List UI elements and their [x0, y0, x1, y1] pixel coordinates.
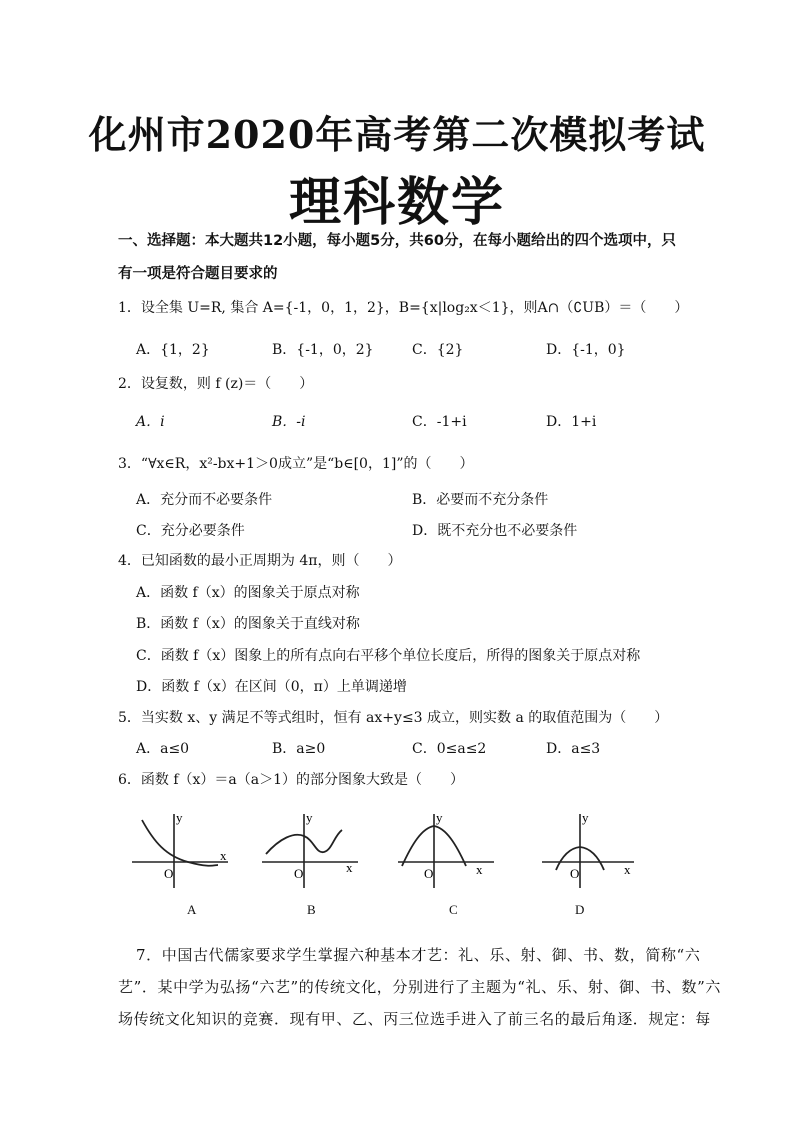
graph-a-y-label: y	[176, 812, 183, 825]
question-2-stem: 2．设复数，则 f (z)＝（ ）	[118, 376, 314, 392]
graph-c-y-label: y	[436, 812, 443, 825]
question-7-line2: 艺”．某中学为弘扬“六艺”的传统文化，分别进行了主题为“礼、乐、射、御、书、数”六	[118, 978, 721, 996]
graph-a-label: A	[187, 902, 197, 917]
q3-option-a: A．充分而不必要条件	[136, 492, 273, 508]
q4-option-d: D．函数 f（x）在区间（0，π）上单调递增	[136, 679, 407, 695]
q2-option-d: D．1+i	[546, 414, 597, 430]
question-4-stem: 4．已知函数的最小正周期为 4π，则（ ）	[118, 553, 402, 569]
q5-option-b: B．a≥0	[272, 741, 326, 757]
exam-title: 化州市2020年高考第二次模拟考试	[88, 112, 706, 157]
q3-option-c: C．充分必要条件	[136, 523, 245, 539]
q2-option-a: A．i	[136, 414, 165, 430]
graph-b	[258, 812, 368, 892]
subject-title: 理科数学	[288, 173, 505, 233]
q4-option-b: B．函数 f（x）的图象关于直线对称	[136, 616, 360, 632]
section-heading-line2: 有一项是符合题目要求的	[118, 266, 278, 282]
question-1-stem: 1．设全集 U=R, 集合 A={-1，0，1，2}，B={x|log₂x＜1}，则A∩（∁UB）＝（ ）	[118, 300, 689, 316]
q3-option-d: D．既不充分也不必要条件	[412, 523, 578, 539]
q5-option-c: C．0≤a≤2	[412, 741, 487, 757]
question-6-stem: 6．函数 f（x）＝a（a＞1）的部分图象大致是（ ）	[118, 772, 465, 788]
question-7-line1: 7．中国古代儒家要求学生掌握六种基本才艺：礼、乐、射、御、书、数，简称“六	[136, 946, 701, 964]
graph-c-label: C	[449, 902, 458, 917]
q4-option-a: A．函数 f（x）的图象关于原点对称	[136, 585, 360, 601]
graph-c-x-label: x	[476, 862, 483, 877]
graph-d-origin: O	[570, 866, 580, 881]
graph-a	[128, 812, 238, 892]
graph-b-y-label: y	[306, 812, 313, 825]
graph-d	[538, 812, 648, 892]
question-5-stem: 5．当实数 x、y 满足不等式组时，恒有 ax+y≤3 成立，则实数 a 的取值范围为（ ）	[118, 710, 669, 726]
graph-b-label: B	[307, 902, 316, 917]
graph-d-label: D	[575, 902, 585, 917]
q1-option-d: D．{-1，0}	[546, 342, 626, 358]
q4-option-c: C．函数 f（x）图象上的所有点向右平移个单位长度后，所得的图象关于原点对称	[136, 648, 641, 664]
question-7-line3: 场传统文化知识的竞赛．现有甲、乙、丙三位选手进入了前三名的最后角逐．规定：每	[118, 1010, 711, 1028]
graph-c-origin: O	[424, 866, 434, 881]
graph-a-x-label: x	[220, 848, 227, 863]
q5-option-a: A．a≤0	[136, 741, 190, 757]
q2-option-c: C．-1+i	[412, 414, 467, 430]
q1-option-c: C．{2}	[412, 342, 464, 358]
graph-b-origin: O	[294, 866, 304, 881]
q5-option-d: D．a≤3	[546, 741, 601, 757]
graph-d-x-label: x	[624, 862, 631, 877]
q1-option-a: A．{1，2}	[136, 342, 210, 358]
graph-c	[394, 812, 504, 892]
q1-option-b: B．{-1，0，2}	[272, 342, 374, 358]
q3-option-b: B．必要而不充分条件	[412, 492, 549, 508]
q2-option-b: B．-i	[272, 414, 306, 430]
graph-b-x-label: x	[346, 860, 353, 875]
section-heading-line1: 一、选择题：本大题共12小题，每小题5分，共60分，在每小题给出的四个选项中，只	[118, 233, 676, 249]
question-3-stem: 3．“∀x∈R，x²-bx+1＞0成立”是“b∈[0，1]”的（ ）	[118, 456, 474, 472]
graph-d-y-label: y	[582, 812, 589, 825]
graph-a-origin: O	[164, 866, 174, 881]
